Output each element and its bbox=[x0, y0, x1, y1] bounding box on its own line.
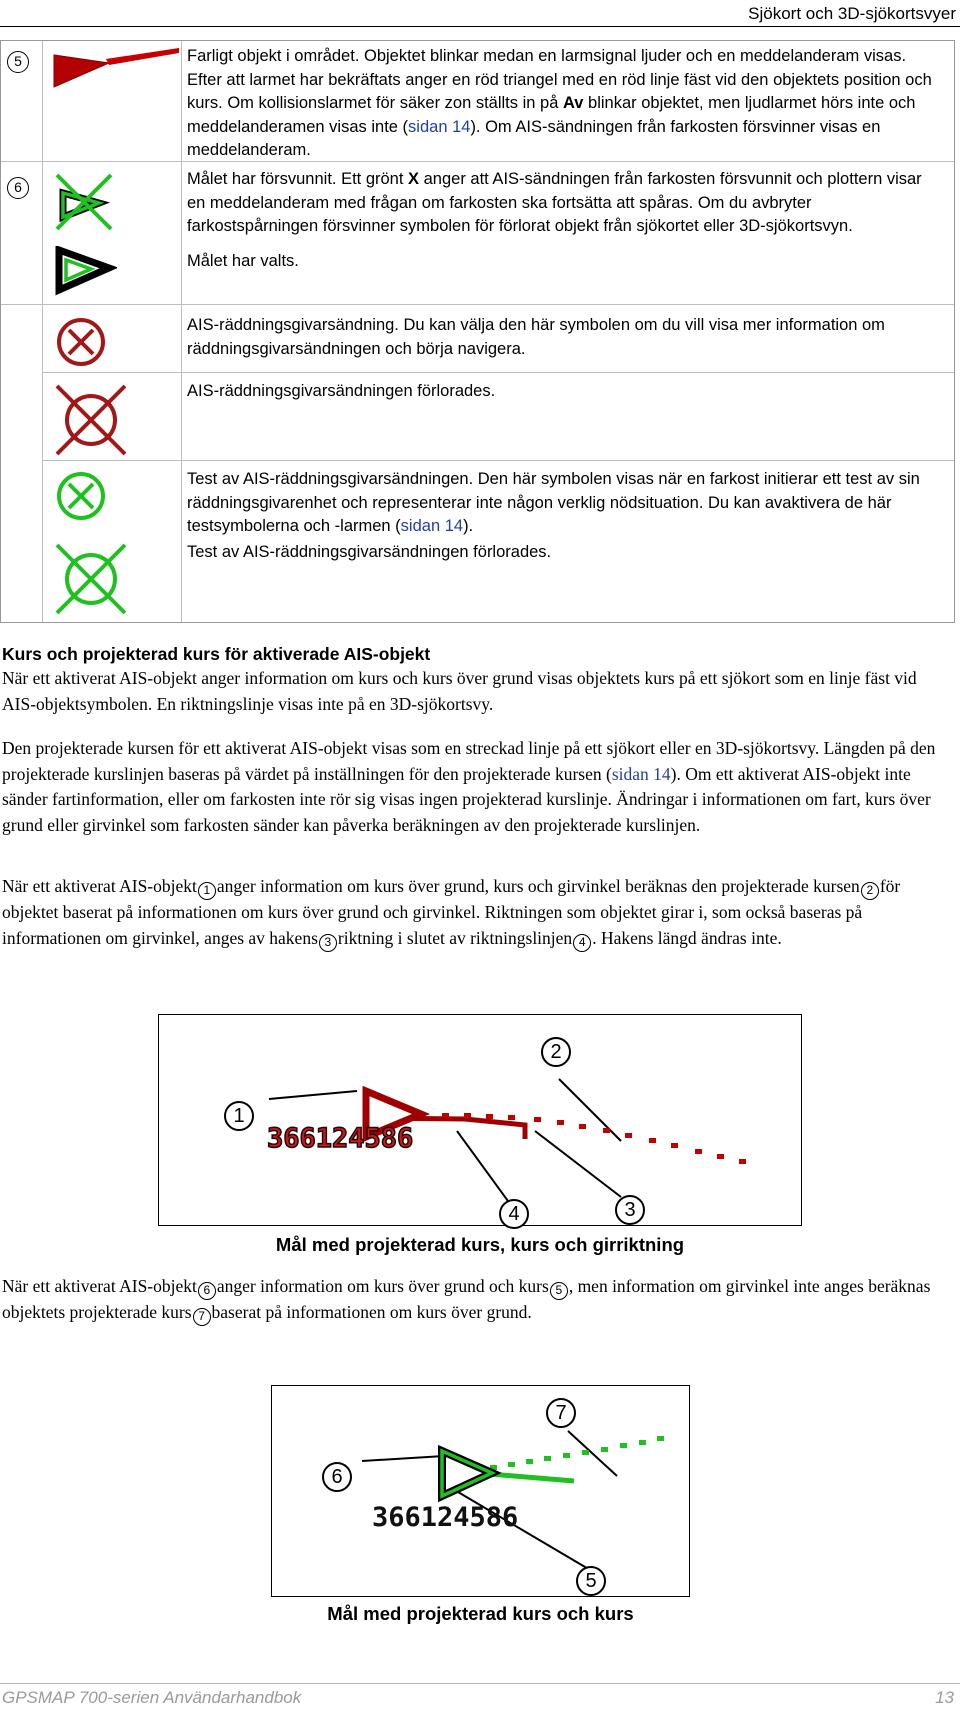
paragraph-heading-line: När ett aktiverat AIS-objekt anger information om kurs och kurs över grund visas objektets kurs på ett sjökort som en linje fäst vid AIS-objektsymbolen. En riktningslinje visas inte på en 3D-sjökortsvy. bbox=[2, 668, 917, 714]
callout-3: 3 bbox=[615, 1195, 645, 1225]
paragraph-rate-of-turn: När ett aktiverat AIS-objekt 1 anger information om kurs över grund, kurs och girvinkel beräknas den projekterade kursen 2 för objektet baserat på informationen om kurs över grund och girvinkel. Riktningen som objektet girar i, som också baseras på informationen om girvinkel, anges av hakens 3 riktning i slutet av riktningslinjen 4 . Hakens längd ändras inte. bbox=[2, 874, 952, 952]
callout-ref-1: 1 bbox=[198, 882, 216, 900]
figure-projected-course-heading bbox=[271, 1385, 690, 1597]
row-5-description: Farligt objekt i området. Objektet blinkar medan en larmsignal ljuder och en meddelanderam visas. Efter att larmet har bekräftats anger en röd triangel med en röd linje fäst vid den objektets position och kurs. Om kollisionslarmet för säker zon ställts in på Av blinkar objektet, men ljudlarmet hörs inte och meddelanderamen visas inte (sidan 14). Om AIS-sändningen från farkosten försvinner visas en meddelanderam. bbox=[187, 47, 932, 159]
row-number-6: 6 bbox=[7, 177, 29, 199]
row-sart-test-lost-description: Test av AIS-räddningsgivarsändningen förlorades. bbox=[187, 543, 552, 561]
callout-6: 6 bbox=[322, 1462, 352, 1492]
figure-2-mmsi-label: 366124586 bbox=[372, 1502, 519, 1533]
row-sart-test-description: Test av AIS-räddningsgivarsändningen. Den här symbolen visas när en farkost initierar ett test av sin räddningsgivarenhet och representerar inte någon verklig nödsituation. Du kan avaktivera de här testsymbolerna och -larmen (sidan 14). bbox=[187, 470, 920, 535]
header-section-title: Sjökort och 3D-sjökortsvyer bbox=[748, 4, 956, 23]
callout-ref-3: 3 bbox=[319, 934, 337, 952]
callout-2: 2 bbox=[541, 1037, 571, 1067]
figure-2-drawing bbox=[272, 1386, 691, 1598]
callout-ref-2: 2 bbox=[861, 882, 879, 900]
page-link[interactable]: sidan 14 bbox=[400, 517, 464, 535]
row-selected-description: Målet har valts. bbox=[187, 252, 299, 270]
row-6-description: Målet har försvunnit. Ett grönt X anger att AIS-sändningen från farkosten försvunnit och plottern visar en meddelanderam med frågan om farkosten ska fortsätta att spåras. Om du avbryter farkostspårningen försvinner symbolen för förlorat objekt från sjökortet eller 3D-sjökortsvyn. bbox=[187, 170, 922, 235]
callout-4: 4 bbox=[499, 1199, 529, 1229]
sart-lost-icon bbox=[53, 382, 129, 458]
section-heading: Kurs och projekterad kurs för aktiverade AIS-objekt bbox=[2, 644, 431, 664]
row-number-5: 5 bbox=[7, 51, 29, 73]
page-link[interactable]: sidan 14 bbox=[611, 763, 671, 784]
callout-7: 7 bbox=[546, 1398, 576, 1428]
callout-ref-6: 6 bbox=[198, 1282, 216, 1300]
page-link[interactable]: sidan 14 bbox=[408, 117, 471, 136]
selected-target-icon bbox=[53, 246, 117, 296]
callout-1: 1 bbox=[224, 1101, 254, 1131]
page-header bbox=[0, 0, 960, 27]
sart-test-lost-icon bbox=[53, 541, 129, 617]
page-footer bbox=[0, 1683, 960, 1712]
sart-test-icon bbox=[53, 468, 109, 524]
row-sart-description: AIS-räddningsgivarsändning. Du kan välja den här symbolen om du vill visa mer information om räddningsgivarsändningen och börja navigera. bbox=[187, 316, 885, 358]
footer-manual-title: GPSMAP 700-serien Användarhandbok bbox=[2, 1688, 302, 1707]
row-sart-lost-description: AIS-räddningsgivarsändningen förlorades. bbox=[187, 382, 496, 400]
callout-ref-4: 4 bbox=[573, 934, 591, 952]
figure-projected-course-heading-turn bbox=[158, 1014, 802, 1226]
figure-1-caption: Mål med projekterad kurs, kurs och girriktning bbox=[275, 1234, 685, 1255]
red-dangerous-target-icon bbox=[51, 45, 181, 91]
lost-target-icon bbox=[53, 171, 117, 233]
paragraph-no-turn-rate: När ett aktiverat AIS-objekt 6 anger information om kurs över grund och kurs 5 , men information om girvinkel inte anges beräknas objektets projekterade kurs 7 baserat på informationen om kurs över grund. bbox=[2, 1274, 952, 1326]
callout-5: 5 bbox=[576, 1566, 606, 1596]
figure-1-mmsi-label: 366124586 bbox=[267, 1123, 414, 1154]
page-number: 13 bbox=[935, 1688, 954, 1707]
callout-ref-5: 5 bbox=[550, 1282, 568, 1300]
figure-1-drawing bbox=[159, 1015, 803, 1227]
sart-transmission-icon bbox=[53, 314, 109, 370]
callout-ref-7: 7 bbox=[193, 1308, 211, 1326]
paragraph-projected-course: Den projekterade kursen för ett aktiverat AIS-objekt visas som en streckad linje på ett sjökort eller en 3D-sjökortsvy. Längden på den projekterade kurslinjen baseras på värdet på inställningen för den projekterade kursen (sidan 14). Om ett aktiverat AIS-objekt inte sänder fartinformation, eller om farkosten inte rör sig visas ingen projekterad kurslinje. Ändringar i informationen om fart, kurs över grund eller girvinkel som farkosten sänder kan påverka beräkningen av den projekterade kurslinjen. bbox=[2, 738, 936, 835]
figure-2-caption: Mål med projekterad kurs och kurs bbox=[327, 1603, 634, 1624]
ais-symbol-table bbox=[0, 40, 955, 623]
